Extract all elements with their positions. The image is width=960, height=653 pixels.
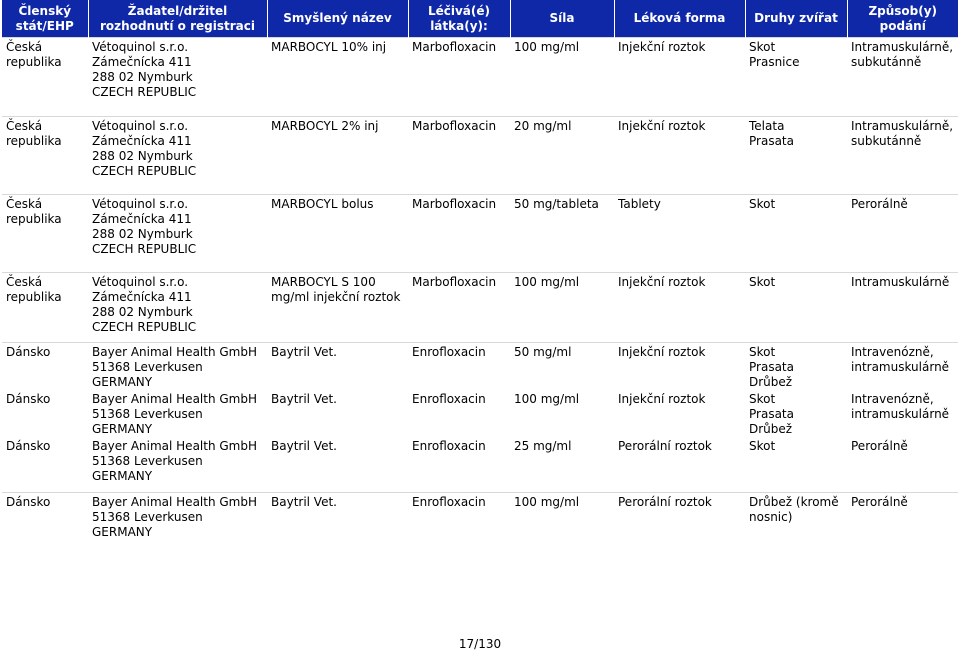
cell-species (745, 38, 847, 117)
cell-state (2, 390, 88, 437)
table-row (2, 273, 958, 343)
cell-strength (510, 117, 614, 195)
cell-form (614, 38, 745, 117)
cell-line: republika (6, 134, 62, 148)
cell-substance (408, 195, 510, 273)
cell-line: Zámečnícka 411 (92, 212, 192, 226)
cell-route (847, 195, 958, 273)
cell-line: republika (6, 212, 62, 226)
cell-line: 100 mg/ml (514, 40, 580, 54)
cell-strength (510, 273, 614, 343)
cell-line: Drůbež (kromě (749, 494, 839, 509)
cell-line: GERMANY (92, 375, 153, 389)
cell-line: 288 02 Nymburk (92, 149, 193, 163)
cell-line: Enrofloxacin (412, 439, 486, 453)
cell-line: Bayer Animal Health GmbH (92, 494, 258, 509)
cell-species (745, 390, 847, 437)
table-row (2, 117, 958, 195)
cell-route (847, 117, 958, 195)
cell-line: Injekční roztok (618, 345, 706, 359)
cell-line: 100 mg/ml (514, 275, 580, 289)
cell-name (267, 38, 408, 117)
cell-state (2, 437, 88, 492)
cell-line: Prasata (749, 360, 794, 374)
cell-species (745, 492, 847, 566)
cell-species (745, 437, 847, 492)
cell-line: Injekční roztok (618, 275, 706, 289)
cell-line: MARBOCYL S 100 (271, 275, 376, 289)
cell-species (745, 343, 847, 391)
cell-line: 51368 Leverkusen (92, 454, 203, 468)
cell-line: Česká (6, 119, 43, 133)
page-number: 17/130 (458, 637, 502, 651)
cell-line: Prasata (749, 134, 794, 148)
cell-name (267, 273, 408, 343)
cell-holder (88, 492, 267, 566)
cell-line: Intravenózně, (851, 392, 934, 406)
cell-line: Intravenózně, (851, 345, 934, 359)
cell-holder (88, 343, 267, 391)
col-header-dosage-form: Léková forma (614, 0, 745, 38)
cell-line: 25 mg/ml (514, 439, 572, 453)
cell-line: Skot (749, 392, 776, 406)
cell-line: Baytril Vet. (271, 345, 337, 359)
cell-line: CZECH REPUBLIC (92, 164, 197, 178)
cell-line: Česká (6, 275, 43, 289)
cell-state (2, 343, 88, 391)
cell-line: Dánsko (6, 439, 51, 453)
cell-line: Zámečnícka 411 (92, 134, 192, 148)
cell-line: 51368 Leverkusen (92, 360, 203, 374)
cell-state (2, 195, 88, 273)
cell-substance (408, 390, 510, 437)
cell-line: Skot (749, 197, 776, 211)
cell-holder (88, 117, 267, 195)
cell-state (2, 273, 88, 343)
cell-name (267, 390, 408, 437)
cell-route (847, 437, 958, 492)
cell-line: Perorálně (851, 494, 908, 509)
cell-line: republika (6, 55, 62, 69)
cell-species (745, 273, 847, 343)
cell-line: Dánsko (6, 345, 51, 359)
cell-line: Intramuskulárně, (851, 40, 954, 54)
cell-line: Intramuskulárně (851, 275, 950, 289)
cell-line: Injekční roztok (618, 392, 706, 406)
col-header-member-state: Členský stát/EHP (2, 0, 88, 38)
cell-line: GERMANY (92, 524, 153, 539)
cell-line: GERMANY (92, 469, 153, 483)
cell-line: Zámečnícka 411 (92, 290, 192, 304)
cell-line: Prasata (749, 407, 794, 421)
cell-line: CZECH REPUBLIC (92, 320, 197, 334)
cell-holder (88, 38, 267, 117)
cell-line: 51368 Leverkusen (92, 509, 203, 524)
cell-route (847, 492, 958, 566)
cell-substance (408, 117, 510, 195)
cell-holder (88, 390, 267, 437)
table-row (2, 437, 958, 492)
cell-line: Skot (749, 40, 776, 54)
cell-line: Baytril Vet. (271, 494, 337, 509)
cell-name (267, 195, 408, 273)
cell-line: Vétoquinol s.r.o. (92, 275, 189, 289)
cell-line: 288 02 Nymburk (92, 227, 193, 241)
cell-line: Injekční roztok (618, 119, 706, 133)
cell-form (614, 492, 745, 566)
cell-form (614, 390, 745, 437)
cell-line: 50 mg/tableta (514, 197, 599, 211)
cell-substance (408, 437, 510, 492)
cell-form (614, 273, 745, 343)
cell-substance (408, 492, 510, 566)
cell-line: Bayer Animal Health GmbH (92, 439, 258, 453)
cell-line: 20 mg/ml (514, 119, 572, 133)
cell-line: Perorální roztok (618, 494, 712, 509)
cell-line: 100 mg/ml (514, 392, 580, 406)
cell-line: 100 mg/ml (514, 494, 580, 509)
cell-line: Perorálně (851, 197, 908, 211)
cell-form (614, 195, 745, 273)
cell-route (847, 343, 958, 391)
cell-line: Perorálně (851, 439, 908, 453)
cell-line: Baytril Vet. (271, 392, 337, 406)
cell-line: CZECH REPUBLIC (92, 85, 197, 99)
cell-line: Marbofloxacin (412, 119, 497, 133)
cell-line: Tablety (618, 197, 661, 211)
cell-line: subkutánně (851, 55, 922, 69)
cell-line: Telata (749, 119, 785, 133)
col-header-applicant: Žadatel/držitel rozhodnutí o registraci (88, 0, 267, 38)
cell-line: CZECH REPUBLIC (92, 242, 197, 256)
cell-line: Skot (749, 439, 776, 453)
table-row (2, 38, 958, 117)
cell-line: 50 mg/ml (514, 345, 572, 359)
cell-line: Drůbež (749, 375, 793, 389)
cell-line: Marbofloxacin (412, 275, 497, 289)
cell-line: Intramuskulárně, (851, 119, 954, 133)
cell-route (847, 273, 958, 343)
cell-line: Skot (749, 345, 776, 359)
col-header-strength: Síla (510, 0, 614, 38)
cell-substance (408, 38, 510, 117)
cell-line: MARBOCYL bolus (271, 197, 374, 211)
cell-line: Drůbež (749, 422, 793, 436)
cell-strength (510, 492, 614, 566)
cell-line: Marbofloxacin (412, 197, 497, 211)
table-row (2, 195, 958, 273)
cell-line: subkutánně (851, 134, 922, 148)
cell-form (614, 343, 745, 391)
cell-line: Dánsko (6, 494, 51, 509)
col-header-species: Druhy zvířat (745, 0, 847, 38)
cell-line: 288 02 Nymburk (92, 70, 193, 84)
cell-strength (510, 437, 614, 492)
cell-line: nosnic) (749, 509, 793, 524)
cell-line: Perorální roztok (618, 439, 712, 453)
cell-state (2, 492, 88, 566)
cell-substance (408, 343, 510, 391)
cell-state (2, 117, 88, 195)
cell-name (267, 343, 408, 391)
cell-line: MARBOCYL 10% inj (271, 40, 387, 54)
cell-line: Dánsko (6, 392, 51, 406)
cell-line: mg/ml injekční roztok (271, 290, 401, 304)
cell-line: Vétoquinol s.r.o. (92, 197, 189, 211)
cell-species (745, 117, 847, 195)
cell-holder (88, 195, 267, 273)
cell-line: Bayer Animal Health GmbH (92, 345, 258, 359)
cell-route (847, 390, 958, 437)
cell-line: 288 02 Nymburk (92, 305, 193, 319)
cell-line: Marbofloxacin (412, 40, 497, 54)
cell-holder (88, 437, 267, 492)
table-row (2, 492, 958, 566)
cell-line: republika (6, 290, 62, 304)
cell-line: Česká (6, 197, 43, 211)
cell-strength (510, 195, 614, 273)
product-table (2, 0, 958, 566)
cell-line: GERMANY (92, 422, 153, 436)
cell-line: Zámečnícka 411 (92, 55, 192, 69)
cell-line: Injekční roztok (618, 40, 706, 54)
cell-name (267, 117, 408, 195)
cell-strength (510, 390, 614, 437)
cell-route (847, 38, 958, 117)
cell-strength (510, 38, 614, 117)
cell-line: Česká (6, 40, 43, 54)
col-header-invented-name: Smyšlený název (267, 0, 408, 38)
col-header-active-substance: Léčivá(é) látka(y): (408, 0, 510, 38)
table-row (2, 343, 958, 391)
cell-form (614, 117, 745, 195)
cell-name (267, 492, 408, 566)
cell-form (614, 437, 745, 492)
cell-line: Enrofloxacin (412, 345, 486, 359)
cell-line: Enrofloxacin (412, 392, 486, 406)
cell-line: MARBOCYL 2% inj (271, 119, 379, 133)
cell-substance (408, 273, 510, 343)
cell-line: Bayer Animal Health GmbH (92, 392, 258, 406)
col-header-route: Způsob(y) podání (847, 0, 958, 38)
cell-strength (510, 343, 614, 391)
cell-line: intramuskulárně (851, 360, 950, 374)
table-row (2, 390, 958, 437)
cell-line: Vétoquinol s.r.o. (92, 119, 189, 133)
header-row (2, 0, 958, 38)
cell-line: Baytril Vet. (271, 439, 337, 453)
cell-name (267, 437, 408, 492)
cell-line: Prasnice (749, 55, 800, 69)
cell-line: Skot (749, 275, 776, 289)
cell-line: intramuskulárně (851, 407, 950, 421)
cell-line: 51368 Leverkusen (92, 407, 203, 421)
cell-state (2, 38, 88, 117)
cell-line: Vétoquinol s.r.o. (92, 40, 189, 54)
cell-line: Enrofloxacin (412, 494, 486, 509)
cell-species (745, 195, 847, 273)
cell-holder (88, 273, 267, 343)
